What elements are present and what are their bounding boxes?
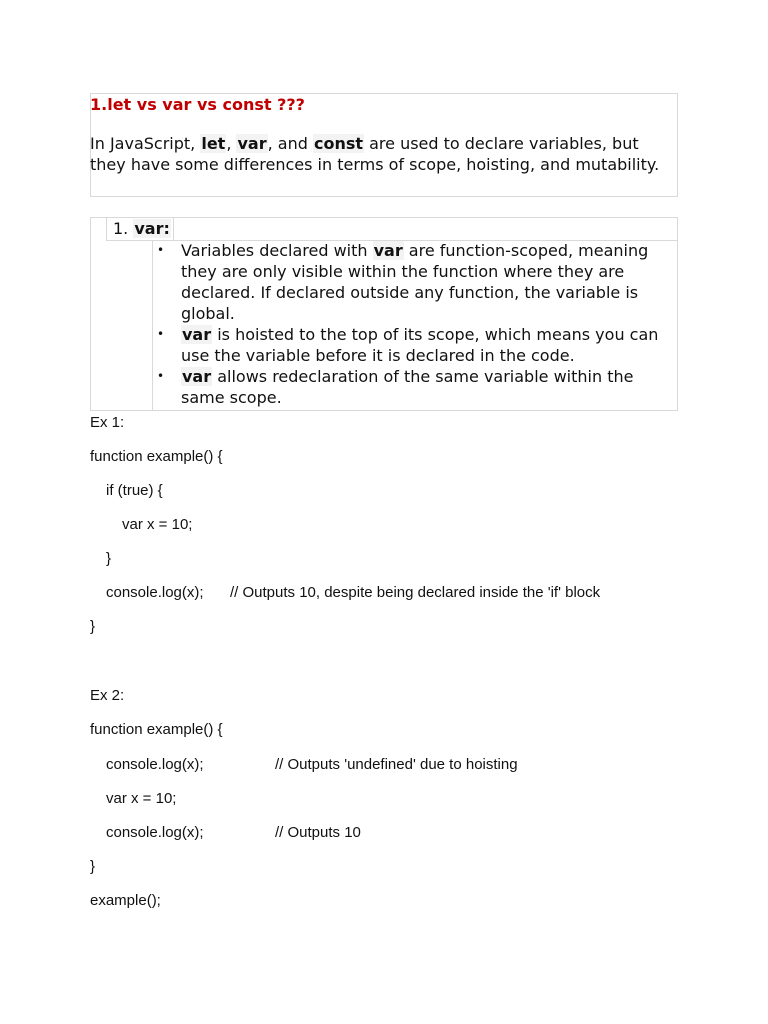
keyword-var: var [237,134,267,153]
example-2-label: Ex 2: [90,687,125,704]
keyword-var: var [373,241,403,260]
code-line: function example() { [90,721,223,738]
code-line: example(); [90,892,161,909]
example-1-label: Ex 1: [90,414,125,431]
section-heading-var: var: [134,219,170,238]
bullet-column-divider [152,240,153,411]
bullet-text: are function-scoped, meaning they are only visible within the function where they are declared. If declared outside any function, the variable is global. [181,241,649,323]
bullet-text: allows redeclaration of the same variable within the same scope. [181,367,634,407]
intro-text-3: , and [267,134,313,153]
code-line: } [106,550,112,567]
list-item [157,240,681,324]
bullet-icon: • [157,369,165,383]
section-heading [113,219,171,239]
code-line: var x = 10; [106,790,177,807]
code-line: if (true) { [106,482,163,499]
code-comment: // Outputs 'undefined' due to hoisting [275,756,518,773]
bullet-icon: • [157,327,165,341]
code-line: function example() { [90,448,223,465]
intro-text-4: are used to declare variables, but they have some differences in terms of scope, hoisting, and mutability. [90,134,660,174]
keyword-let: let [201,134,226,153]
bullet-text: is hoisted to the top of its scope, which means you can use the variable before it is declared in the code. [181,325,659,365]
code-line: } [90,618,96,635]
intro-paragraph [90,133,670,175]
code-line: console.log(x); [106,824,204,841]
keyword-var: var [182,367,212,386]
page-title: 1.let vs var vs const ??? [90,95,305,114]
code-line: console.log(x); [106,756,204,773]
code-line: var x = 10; [122,516,193,533]
code-comment: // Outputs 10, despite being declared inside the 'if' block [230,584,601,601]
keyword-var: var [182,325,212,344]
keyword-const: const [313,134,364,153]
list-item [157,324,681,366]
bullet-icon: • [157,243,165,257]
code-line: } [90,858,96,875]
code-line: console.log(x); [106,584,204,601]
var-bullet-list [157,240,681,408]
section-number: 1. [113,219,129,238]
bullet-text: Variables declared with [181,241,373,260]
code-comment: // Outputs 10 [275,824,361,841]
intro-text-2: , [226,134,237,153]
list-item [157,366,681,408]
intro-text-1: In JavaScript, [90,134,201,153]
